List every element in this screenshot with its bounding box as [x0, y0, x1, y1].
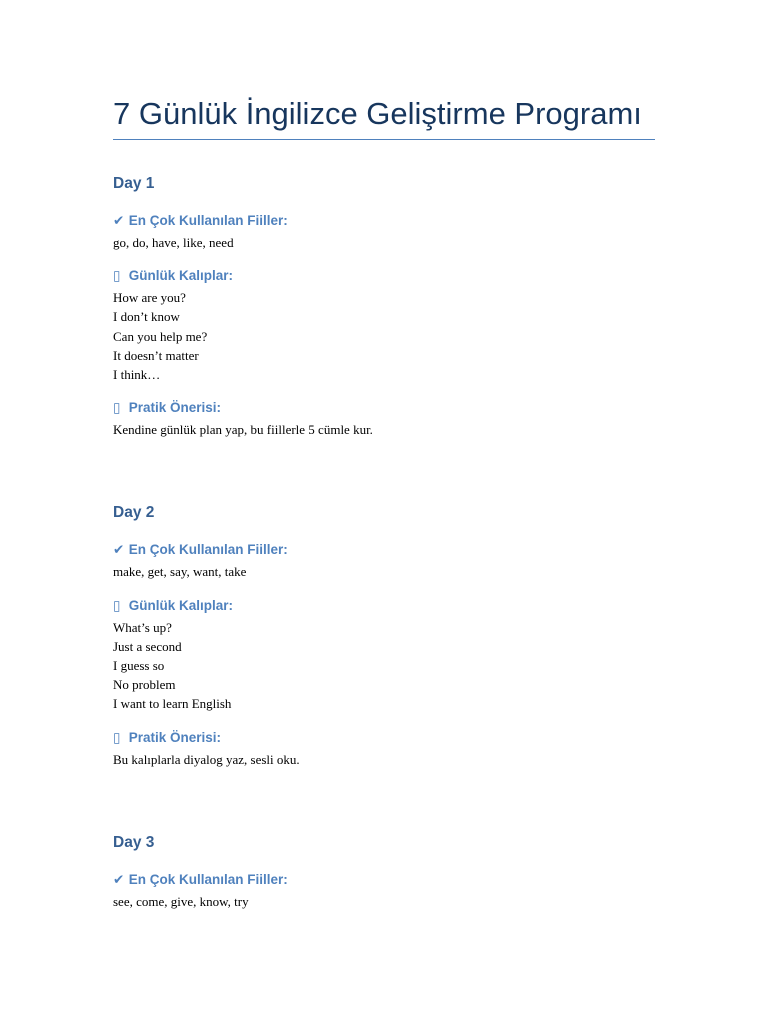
- phrases-icon: ▯: [113, 597, 121, 613]
- phrase-line: What’s up?: [113, 619, 172, 635]
- phrase-line: It doesn’t matter: [113, 347, 199, 363]
- phrase-line: I want to learn English: [113, 696, 232, 712]
- phrase-line: Can you help me?: [113, 328, 208, 344]
- day-section-2: [113, 503, 655, 768]
- checkmark-icon: ✔: [113, 871, 125, 887]
- checkmark-icon: ✔: [113, 542, 125, 558]
- tip-heading: [113, 729, 655, 747]
- phrase-line: Just a second: [113, 638, 182, 654]
- phrases-list: [113, 618, 655, 714]
- tip-heading-label: Pratik Önerisi:: [128, 729, 222, 745]
- verbs-list: see, come, give, know, try: [113, 893, 249, 909]
- verbs-heading: [113, 871, 655, 889]
- tip-heading: [113, 399, 655, 417]
- phrases-icon: ▯: [113, 268, 121, 284]
- document-title: 7 Günlük İngilizce Geliştirme Programı: [113, 94, 655, 140]
- document-page: [113, 94, 655, 911]
- phrase-line: I don’t know: [113, 309, 180, 325]
- verbs-heading-label: En Çok Kullanılan Fiiller:: [128, 542, 288, 558]
- tip-heading-label: Pratik Önerisi:: [128, 400, 222, 416]
- phrase-line: I think…: [113, 367, 161, 383]
- phrase-line: I guess so: [113, 658, 165, 674]
- phrases-heading-label: Günlük Kalıplar:: [128, 268, 234, 284]
- phrases-heading-label: Günlük Kalıplar:: [128, 597, 234, 613]
- verbs-heading-label: En Çok Kullanılan Fiiller:: [128, 213, 288, 228]
- tip-text: Bu kalıplarla diyalog yaz, sesli oku.: [113, 751, 300, 767]
- day-heading: Day 3: [113, 833, 155, 851]
- tip-text: Kendine günlük plan yap, bu fiillerle 5 cümle kur.: [113, 422, 373, 438]
- tip-icon: ▯: [113, 400, 121, 416]
- phrases-heading: [113, 597, 655, 615]
- phrases-list: [113, 288, 655, 384]
- day-heading: Day 1: [113, 175, 155, 192]
- phrase-line: No problem: [113, 677, 176, 693]
- verbs-heading: [113, 541, 655, 559]
- day-heading: Day 2: [113, 504, 155, 522]
- verbs-list: make, get, say, want, take: [113, 564, 247, 580]
- checkmark-icon: ✔: [113, 213, 125, 228]
- day-section-3: [113, 833, 655, 911]
- verbs-heading-label: En Çok Kullanılan Fiiller:: [128, 871, 288, 887]
- phrases-heading: [113, 267, 655, 285]
- phrase-line: How are you?: [113, 290, 186, 306]
- verbs-heading: [113, 212, 655, 230]
- tip-icon: ▯: [113, 729, 121, 745]
- verbs-list: go, do, have, like, need: [113, 235, 234, 250]
- day-section-1: [113, 174, 655, 439]
